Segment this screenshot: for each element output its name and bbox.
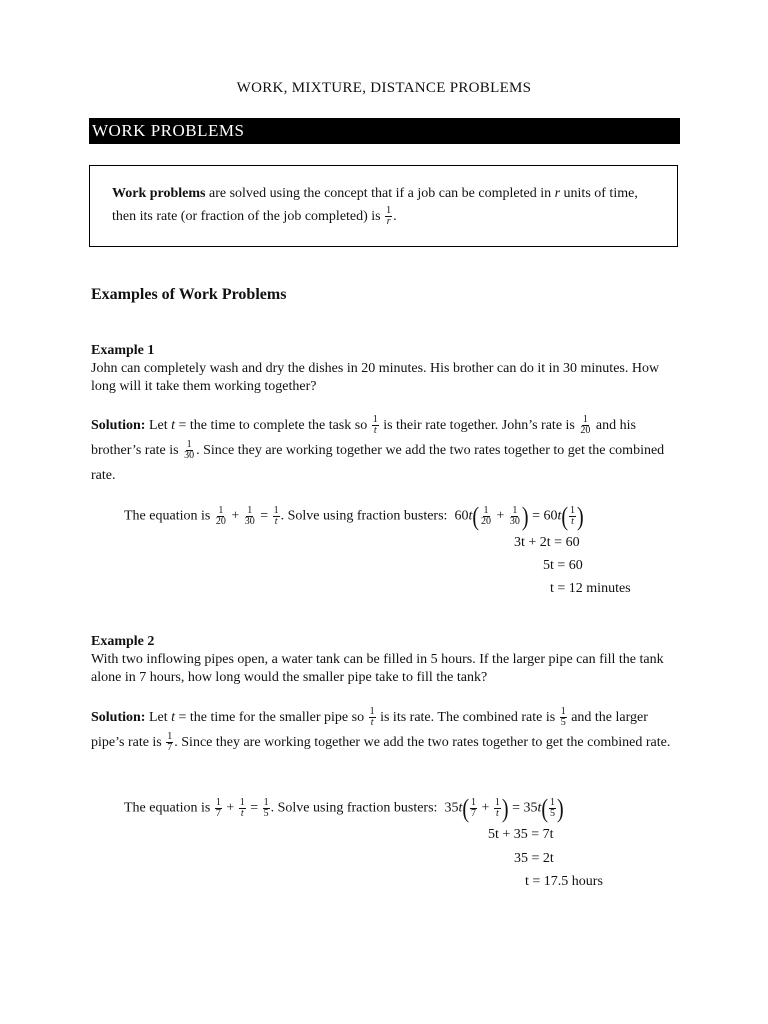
example1-heading: Example 1 [91,343,155,358]
example1-step1: 3t + 2t = 60 [514,535,580,550]
definition-var-r: r [554,186,561,201]
example1-block [91,342,681,396]
example2-heading: Example 2 [91,634,155,649]
example2-step3: t = 17.5 hours [525,874,603,889]
example1-step3: t = 12 minutes [550,581,631,596]
definition-box: Work problems are solved using the concept that if a job can be completed in r units of time, then its rate (or fraction of the job completed) is $\frac{1}{r}$ . [89,165,678,247]
definition-text-a: are solved using the concept that if a job can be completed in [205,186,555,201]
definition-fraction: $\frac{1}{r}$ [386,205,392,228]
example1-problem: John can completely wash and dry the dishes in 20 minutes. His brother can do it in 30 minutes. How long will it take them working together? [91,361,660,394]
section-banner: WORK PROBLEMS [89,118,680,144]
page-title: WORK, MIXTURE, DISTANCE PROBLEMS [236,80,532,96]
example2-solution: Solution: Let t = the time for the smaller pipe so $\frac{1}{t}$ is its rate. The combined rate is $\frac{1}{5}$ and the larger pipe’s rate is $\frac{1}{7}$ . Since they are working together we add the two rates together to get the combined rate. [91,706,671,754]
definition-text-b: units of time, then its rate (or fraction of the job completed) is [112,186,638,224]
example2-step2: 35 = 2t [514,851,554,866]
example2-problem: With two inflowing pipes open, a water tank can be filled in 5 hours. If the larger pipe can fill the tank alone in 7 hours, how long would the smaller pipe take to fill the tank? [91,652,664,685]
definition-term: Work problems [112,186,206,201]
example2-step1: 5t + 35 = 7t [488,827,554,842]
examples-heading: Examples of Work Problems [91,286,287,303]
example2-block [91,633,681,687]
example1-step2: 5t = 60 [543,558,583,573]
example1-equation: The equation is $\frac{1}{20}$ + $\frac{1}{30}$ = $\frac{1}{t}$ . Solve using fraction busters: 60t( $\frac{1}{20}$ + $\frac{1}{30}$ ) = 60t( $\frac{1}{t}$ ) [124,502,584,531]
example1-solution: Solution: Let t = the time to complete the task so $\frac{1}{t}$ is their rate together. John’s rate is $\frac{1}{20}$ and his brother’s rate is $\frac{1}{30}$ . Since they are working together we add the two rates together to get the combined rate. [91,414,665,483]
example2-equation: The equation is $\frac{1}{7}$ + $\frac{1}{t}$ = $\frac{1}{5}$ . Solve using fraction busters: 35t( $\frac{1}{7}$ + $\frac{1}{t}$ ) = 35t( $\frac{1}{5}$ ) [124,794,564,823]
